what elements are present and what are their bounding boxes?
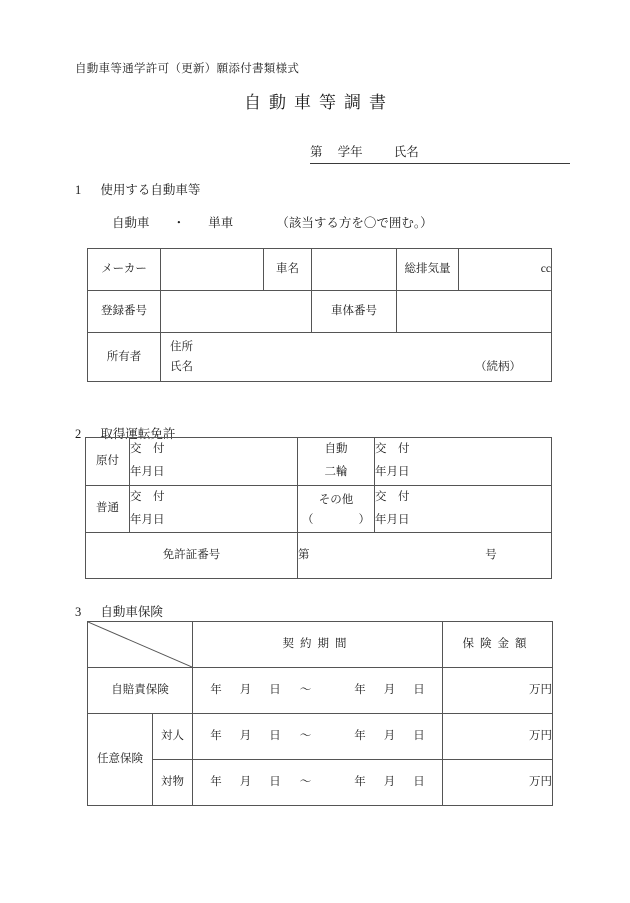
date-range-tilde: ～ [299,776,312,789]
owner-name-label: 氏名 [170,361,193,374]
insurance-corner-cell [88,622,193,668]
registration-value-field[interactable] [161,291,312,333]
nini-taibutsu-date-range [193,774,442,791]
table-row [88,668,553,714]
start-month-label: 月 [239,684,261,697]
license-number-suffix: 号 [485,549,497,562]
model-value-field[interactable] [312,249,397,291]
owner-label: 所有者 [88,333,161,382]
owner-address-row [170,337,542,357]
section-1-title: 使用する自動車等 [100,183,201,197]
section-3-title: 自動車保険 [100,605,163,619]
jibaiseki-date-range [193,682,442,699]
maker-value-field[interactable] [161,249,264,291]
start-month-label: 月 [239,730,261,743]
other-license-cell[interactable] [298,485,375,533]
contract-period-header-text: 契約期間 [282,638,353,651]
start-year-label: 年 [210,730,231,743]
start-year-label: 年 [210,776,231,789]
owner-address-label: 住所 [170,341,193,353]
section-2-title: 取得運転免許 [100,427,176,441]
jibaiseki-period-cell[interactable] [193,668,443,714]
table-row-moped [86,438,552,486]
ordinary-issue-cell[interactable] [130,485,298,533]
ordinary-issue-label: 交 付 [130,490,165,503]
end-month-label: 月 [383,776,405,789]
date-range-tilde: ～ [299,730,312,743]
table-row-owner [88,333,552,382]
start-day-label: 日 [269,730,290,743]
end-month-label: 月 [383,730,405,743]
nini-taijin-amount-cell[interactable]: 万円 [443,714,553,760]
displacement-unit-label[interactable]: cc [459,249,552,291]
chassis-value-field[interactable] [397,291,552,333]
license-number-value-cell[interactable] [298,533,552,579]
vehicle-info-table [87,248,552,382]
motorcycle-label [298,438,375,486]
nini-taijin-period-cell[interactable] [193,714,443,760]
student-name-line [310,142,570,164]
end-month-label: 月 [383,684,405,697]
table-row-registration [88,291,552,333]
start-month-label: 月 [239,776,261,789]
insurance-amount-header [443,622,553,668]
other-paren-close: ） [358,514,370,527]
section-1-number: 1 [75,183,82,197]
other-issue-label: 交 付 [375,490,410,503]
section-1-heading [75,180,200,198]
maker-label: メーカー [88,249,161,291]
start-day-label: 日 [269,684,290,697]
table-row-ordinary [86,485,552,533]
form-code-label: 自動車等通学許可（更新）願添付書類様式 [75,63,300,75]
owner-relation-label: （続柄） [475,361,521,374]
grade-label: 学年 [337,145,363,159]
table-row-insurance-header [88,622,553,668]
model-label: 車名 [264,249,312,291]
license-number-prefix: 第 [298,549,310,562]
page-title: 自動車等調書 [244,93,394,112]
registration-label: 登録番号 [88,291,161,333]
insurance-amount-header-text: 保険金額 [462,638,533,651]
nini-taijin-label: 対人 [153,714,193,760]
choice-instruction-note: （該当する方を〇で囲む。） [276,216,433,230]
nini-taibutsu-period-cell[interactable] [193,760,443,806]
jibaiseki-amount-cell[interactable]: 万円 [443,668,553,714]
motorcycle-issue-cell[interactable] [375,438,552,486]
other-license-label: その他 [318,493,354,506]
end-day-label: 日 [413,776,434,789]
choice-option-car[interactable]: 自動車 [112,216,150,230]
moped-issue-cell[interactable] [130,438,298,486]
end-day-label: 日 [413,684,434,697]
motorcycle-label-line1: 自動 [324,443,348,455]
chassis-label: 車体番号 [312,291,397,333]
license-number-label: 免許証番号 [86,533,298,579]
contract-period-header [193,622,443,668]
end-year-label: 年 [354,776,375,789]
section-2-number: 2 [75,427,82,441]
moped-date-label: 年月日 [130,466,165,479]
table-row-maker [88,249,552,291]
insurance-table [87,621,553,806]
table-row [88,760,553,806]
owner-name-row [170,357,542,377]
nini-taijin-date-range [193,728,442,745]
grade-prefix-label: 第 [310,145,323,159]
moped-label: 原付 [86,438,130,486]
table-row-license-number [86,533,552,579]
choice-separator-dot: ・ [172,216,186,230]
start-day-label: 日 [269,776,290,789]
motorcycle-issue-label: 交 付 [375,443,410,455]
other-paren-open: （ [302,514,314,527]
ordinary-date-label: 年月日 [130,513,165,526]
jibaiseki-label: 自賠責保険 [88,668,193,714]
choice-option-motorbike[interactable]: 単車 [208,216,234,230]
name-label: 氏名 [393,145,419,159]
other-date-label: 年月日 [375,513,410,526]
vehicle-type-choice [112,213,433,231]
other-issue-cell[interactable] [375,485,552,533]
start-year-label: 年 [210,684,231,697]
end-year-label: 年 [354,730,375,743]
owner-details-cell [161,333,552,382]
motorcycle-label-line2: 二輪 [324,466,348,479]
table-row [88,714,553,760]
driver-license-table [85,437,552,579]
diagonal-slash-icon [88,622,192,667]
ordinary-label: 普通 [86,485,130,533]
date-range-tilde: ～ [299,684,312,697]
section-3-heading [75,602,163,620]
end-year-label: 年 [354,684,375,697]
other-license-paren-row [298,512,374,529]
nini-taibutsu-label: 対物 [153,760,193,806]
displacement-label: 総排気量 [397,249,459,291]
motorcycle-date-label: 年月日 [375,466,410,479]
moped-issue-label: 交 付 [130,443,165,455]
end-day-label: 日 [413,730,434,743]
nini-hoken-label: 任意保険 [88,714,153,806]
section-3-number: 3 [75,605,82,619]
nini-taibutsu-amount-cell[interactable]: 万円 [443,760,553,806]
